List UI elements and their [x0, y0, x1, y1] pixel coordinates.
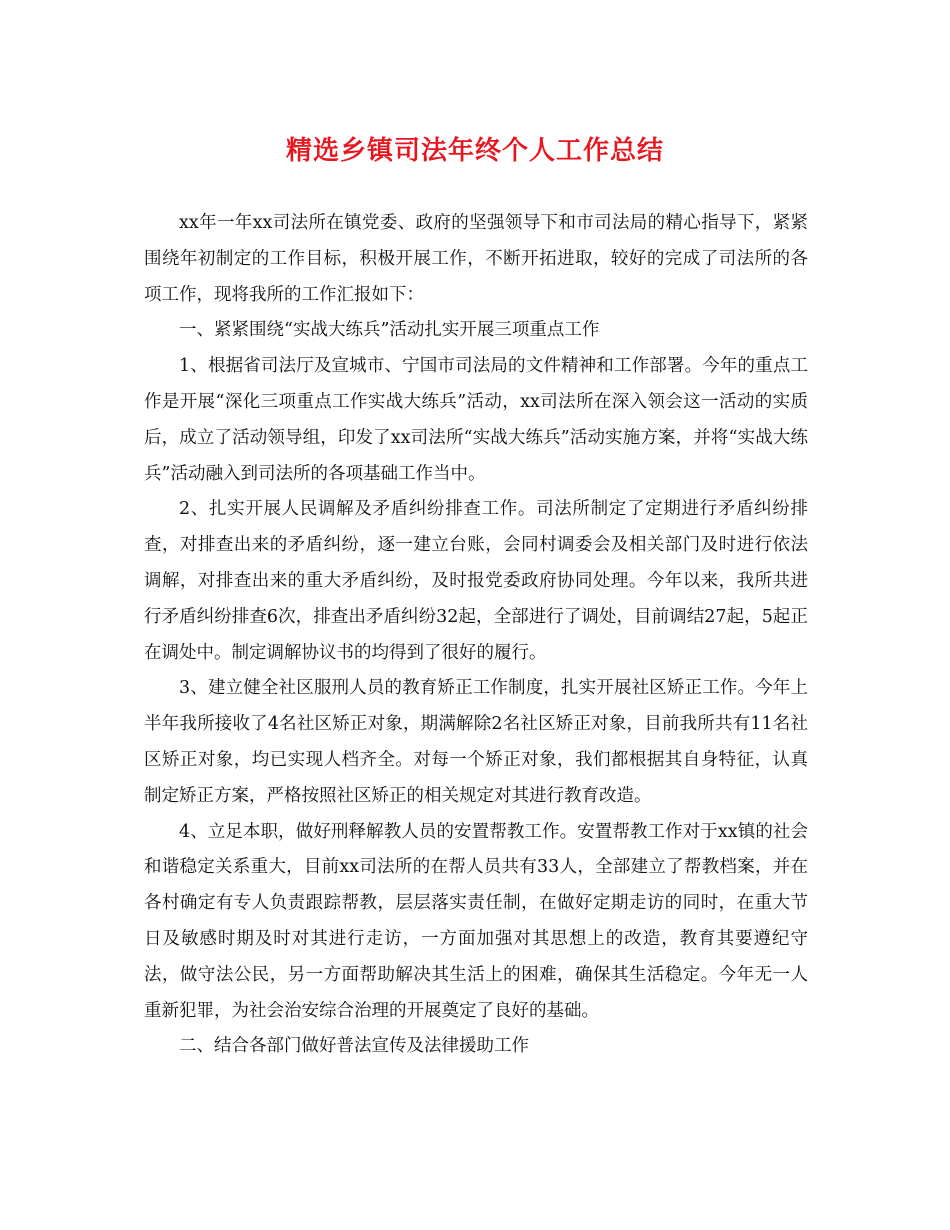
document-title: 精选乡镇司法年终个人工作总结: [285, 136, 664, 166]
section-heading-1: 一、紧紧围绕“实战大练兵”活动扎实开展三项重点工作: [179, 320, 600, 341]
paragraph-item-2: 2、扎实开展人民调解及矛盾纠纷排查工作。司法所制定了定期进行矛盾纠纷排查，对排查出来的矛盾纠纷，逐一建立台账，会同村调委会及相关部门及时进行依法调解，对排查出来的重大矛盾纠纷，及时报党委政府协同处理。今年以来，我所共进行矛盾纠纷排查6次，排查出矛盾纠纷32起，全部进行了调处，目前调结27起，5起正在调处中。制定调解协议书的均得到了很好的履行。: [144, 499, 808, 663]
document-body: [144, 206, 808, 1065]
paragraph-item-1: 1、根据省司法厅及宣城市、宁国市司法局的文件精神和工作部署。今年的重点工作是开展“深化三项重点工作实战大练兵”活动，xx司法所在深入领会这一活动的实质后，成立了活动领导组，印发了xx司法所“实战大练兵”活动实施方案，并将“实战大练兵”活动融入到司法所的各项基础工作当中。: [144, 356, 808, 484]
paragraph-item-3: 3、建立健全社区服刑人员的教育矫正工作制度，扎实开展社区矫正工作。今年上半年我所接收了4名社区矫正对象，期满解除2名社区矫正对象，目前我所共有11名社区矫正对象，均已实现人档齐全。对每一个矫正对象，我们都根据其自身特征，认真制定矫正方案，严格按照社区矫正的相关规定对其进行教育改造。: [144, 678, 808, 806]
paragraph-intro: xx年一年xx司法所在镇党委、政府的坚强领导下和市司法局的精心指导下，紧紧围绕年初制定的工作目标，积极开展工作，不断开拓进取，较好的完成了司法所的各项工作，现将我所的工作汇报如下：: [144, 213, 808, 305]
section-heading-2: 二、结合各部门做好普法宣传及法律援助工作: [179, 1036, 529, 1057]
paragraph-item-4: 4、立足本职，做好刑释解教人员的安置帮教工作。安置帮教工作对于xx镇的社会和谐稳定关系重大，目前xx司法所的在帮人员共有33人，全部建立了帮教档案，并在各村确定有专人负责跟踪帮教，层层落实责任制，在做好定期走访的同时，在重大节日及敏感时期及时对其进行走访，一方面加强对其思想上的改造，教育其要遵纪守法，做守法公民，另一方面帮助解决其生活上的困难，确保其生活稳定。今年无一人重新犯罪，为社会治安综合治理的开展奠定了良好的基础。: [144, 821, 808, 1021]
